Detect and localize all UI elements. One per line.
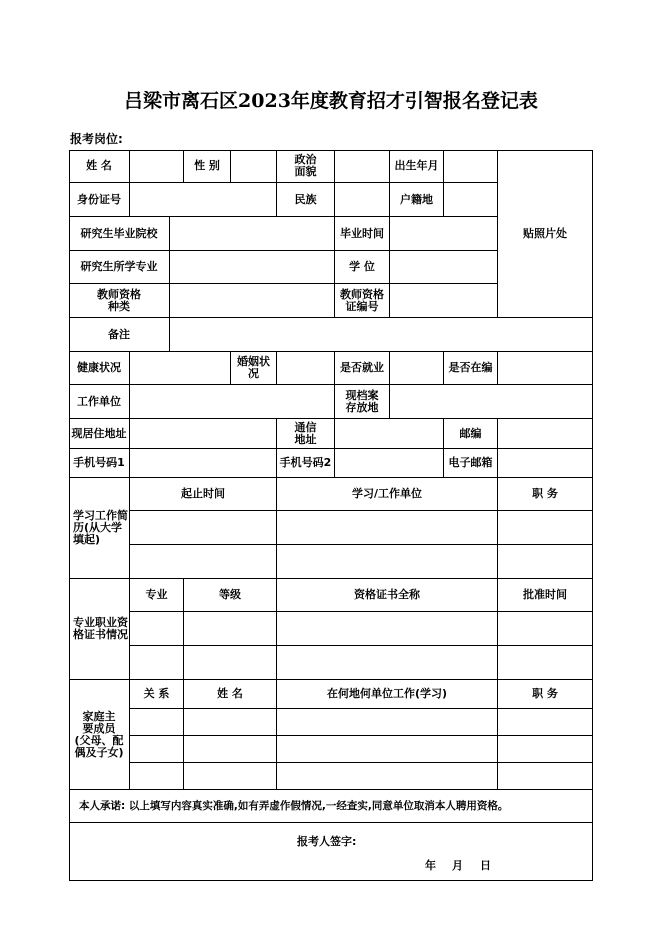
cert-major-cell[interactable] [130, 612, 184, 646]
ethnicity-field[interactable] [335, 183, 390, 217]
date-month-label: 月 [452, 859, 463, 872]
remark-label: 备注 [69, 318, 170, 352]
degree-label: 学 位 [335, 251, 390, 284]
degree-field[interactable] [390, 251, 498, 284]
cert-approval-date-cell[interactable] [498, 612, 593, 646]
mailing-address-field[interactable] [335, 419, 444, 449]
resume-period-cell[interactable] [130, 545, 277, 579]
hukou-label: 户籍地 [390, 183, 444, 217]
certificate-section-label: 专业职业资 格证书情况 [69, 579, 130, 680]
on-staff-field[interactable] [498, 352, 593, 385]
resume-position-cell[interactable] [498, 545, 593, 579]
work-unit-field[interactable] [130, 385, 335, 419]
resume-unit-cell[interactable] [277, 511, 498, 545]
name-field[interactable] [130, 150, 184, 183]
family-header-name: 姓 名 [184, 680, 277, 709]
family-name-cell[interactable] [184, 736, 277, 763]
family-relation-cell[interactable] [130, 763, 184, 790]
archive-location-label: 现档案 存放地 [335, 385, 390, 419]
ethnicity-label: 民族 [277, 183, 335, 217]
form-title: 吕梁市离石区2023年度教育招才引智报名登记表 [124, 90, 538, 112]
teacher-cert-type-label: 教师资格 种类 [69, 284, 170, 318]
name-label: 姓 名 [69, 150, 130, 183]
grad-major-field[interactable] [170, 251, 335, 284]
birth-date-field[interactable] [444, 150, 498, 183]
postcode-field[interactable] [498, 419, 593, 449]
address-field[interactable] [130, 419, 277, 449]
cert-major-cell[interactable] [130, 646, 184, 680]
resume-header-position: 职 务 [498, 478, 593, 511]
applicant-pledge: 本人承诺: 以上填写内容真实准确,如有弄虚作假情况,一经查实,同意单位取消本人聘用资格。 [69, 790, 593, 823]
phone2-field[interactable] [335, 449, 444, 478]
family-relation-cell[interactable] [130, 736, 184, 763]
work-unit-label: 工作单位 [69, 385, 130, 419]
resume-section-label: 学习工作简 历(从大学 填起) [69, 478, 130, 579]
health-label: 健康状况 [69, 352, 130, 385]
grad-time-label: 毕业时间 [335, 217, 390, 251]
family-workplace-cell[interactable] [277, 736, 498, 763]
family-header-position: 职 务 [498, 680, 593, 709]
remark-field[interactable] [170, 318, 593, 352]
email-field[interactable] [498, 449, 593, 478]
cert-header-fullname: 资格证书全称 [277, 579, 498, 612]
address-label: 现居住地址 [69, 419, 130, 449]
grad-school-label: 研究生毕业院校 [69, 217, 170, 251]
political-status-field[interactable] [335, 150, 390, 183]
health-field[interactable] [130, 352, 231, 385]
family-header-workplace: 在何地何单位工作(学习) [277, 680, 498, 709]
family-workplace-cell[interactable] [277, 709, 498, 736]
phone2-label: 手机号码2 [277, 449, 335, 478]
grad-school-field[interactable] [170, 217, 335, 251]
teacher-cert-number-field[interactable] [390, 284, 498, 318]
photo-area[interactable]: 贴照片处 [498, 150, 593, 318]
family-position-cell[interactable] [498, 763, 593, 790]
hukou-field[interactable] [444, 183, 498, 217]
cert-header-level: 等级 [184, 579, 277, 612]
teacher-cert-type-field[interactable] [170, 284, 335, 318]
resume-header-period: 起止时间 [130, 478, 277, 511]
employed-label: 是否就业 [335, 352, 390, 385]
id-number-field[interactable] [130, 183, 277, 217]
cert-level-cell[interactable] [184, 646, 277, 680]
signature-area[interactable] [69, 823, 593, 881]
email-label: 电子邮箱 [444, 449, 498, 478]
registration-form [69, 150, 593, 881]
marital-status-label: 婚姻状 况 [231, 352, 277, 385]
birth-date-label: 出生年月 [390, 150, 444, 183]
mailing-address-label: 通信 地址 [277, 419, 335, 449]
grad-time-field[interactable] [390, 217, 498, 251]
cert-approval-date-cell[interactable] [498, 646, 593, 680]
family-position-cell[interactable] [498, 736, 593, 763]
postcode-label: 邮编 [444, 419, 498, 449]
signature-label: 报考人签字: [297, 835, 357, 848]
teacher-cert-number-label: 教师资格 证编号 [335, 284, 390, 318]
archive-location-field[interactable] [390, 385, 593, 419]
phone1-field[interactable] [130, 449, 277, 478]
family-name-cell[interactable] [184, 763, 277, 790]
date-year-label: 年 [425, 859, 436, 872]
phone1-label: 手机号码1 [69, 449, 130, 478]
family-header-relation: 关 系 [130, 680, 184, 709]
cert-level-cell[interactable] [184, 612, 277, 646]
marital-status-field[interactable] [277, 352, 335, 385]
cert-fullname-cell[interactable] [277, 612, 498, 646]
political-status-label: 政治 面貌 [277, 150, 335, 183]
resume-position-cell[interactable] [498, 511, 593, 545]
resume-unit-cell[interactable] [277, 545, 498, 579]
gender-label: 性 别 [184, 150, 231, 183]
id-number-label: 身份证号 [69, 183, 130, 217]
cert-header-approval-date: 批准时间 [498, 579, 593, 612]
resume-header-unit: 学习/工作单位 [277, 478, 498, 511]
on-staff-label: 是否在编 [444, 352, 498, 385]
applied-post-label: 报考岗位: [70, 132, 123, 146]
family-name-cell[interactable] [184, 709, 277, 736]
family-relation-cell[interactable] [130, 709, 184, 736]
family-workplace-cell[interactable] [277, 763, 498, 790]
cert-fullname-cell[interactable] [277, 646, 498, 680]
date-day-label: 日 [480, 859, 491, 872]
grad-major-label: 研究生所学专业 [69, 251, 170, 284]
employed-field[interactable] [390, 352, 444, 385]
gender-field[interactable] [231, 150, 277, 183]
resume-period-cell[interactable] [130, 511, 277, 545]
family-position-cell[interactable] [498, 709, 593, 736]
family-section-label: 家庭主 要成员 (父母、配 偶及子女) [69, 680, 130, 790]
cert-header-major: 专业 [130, 579, 184, 612]
